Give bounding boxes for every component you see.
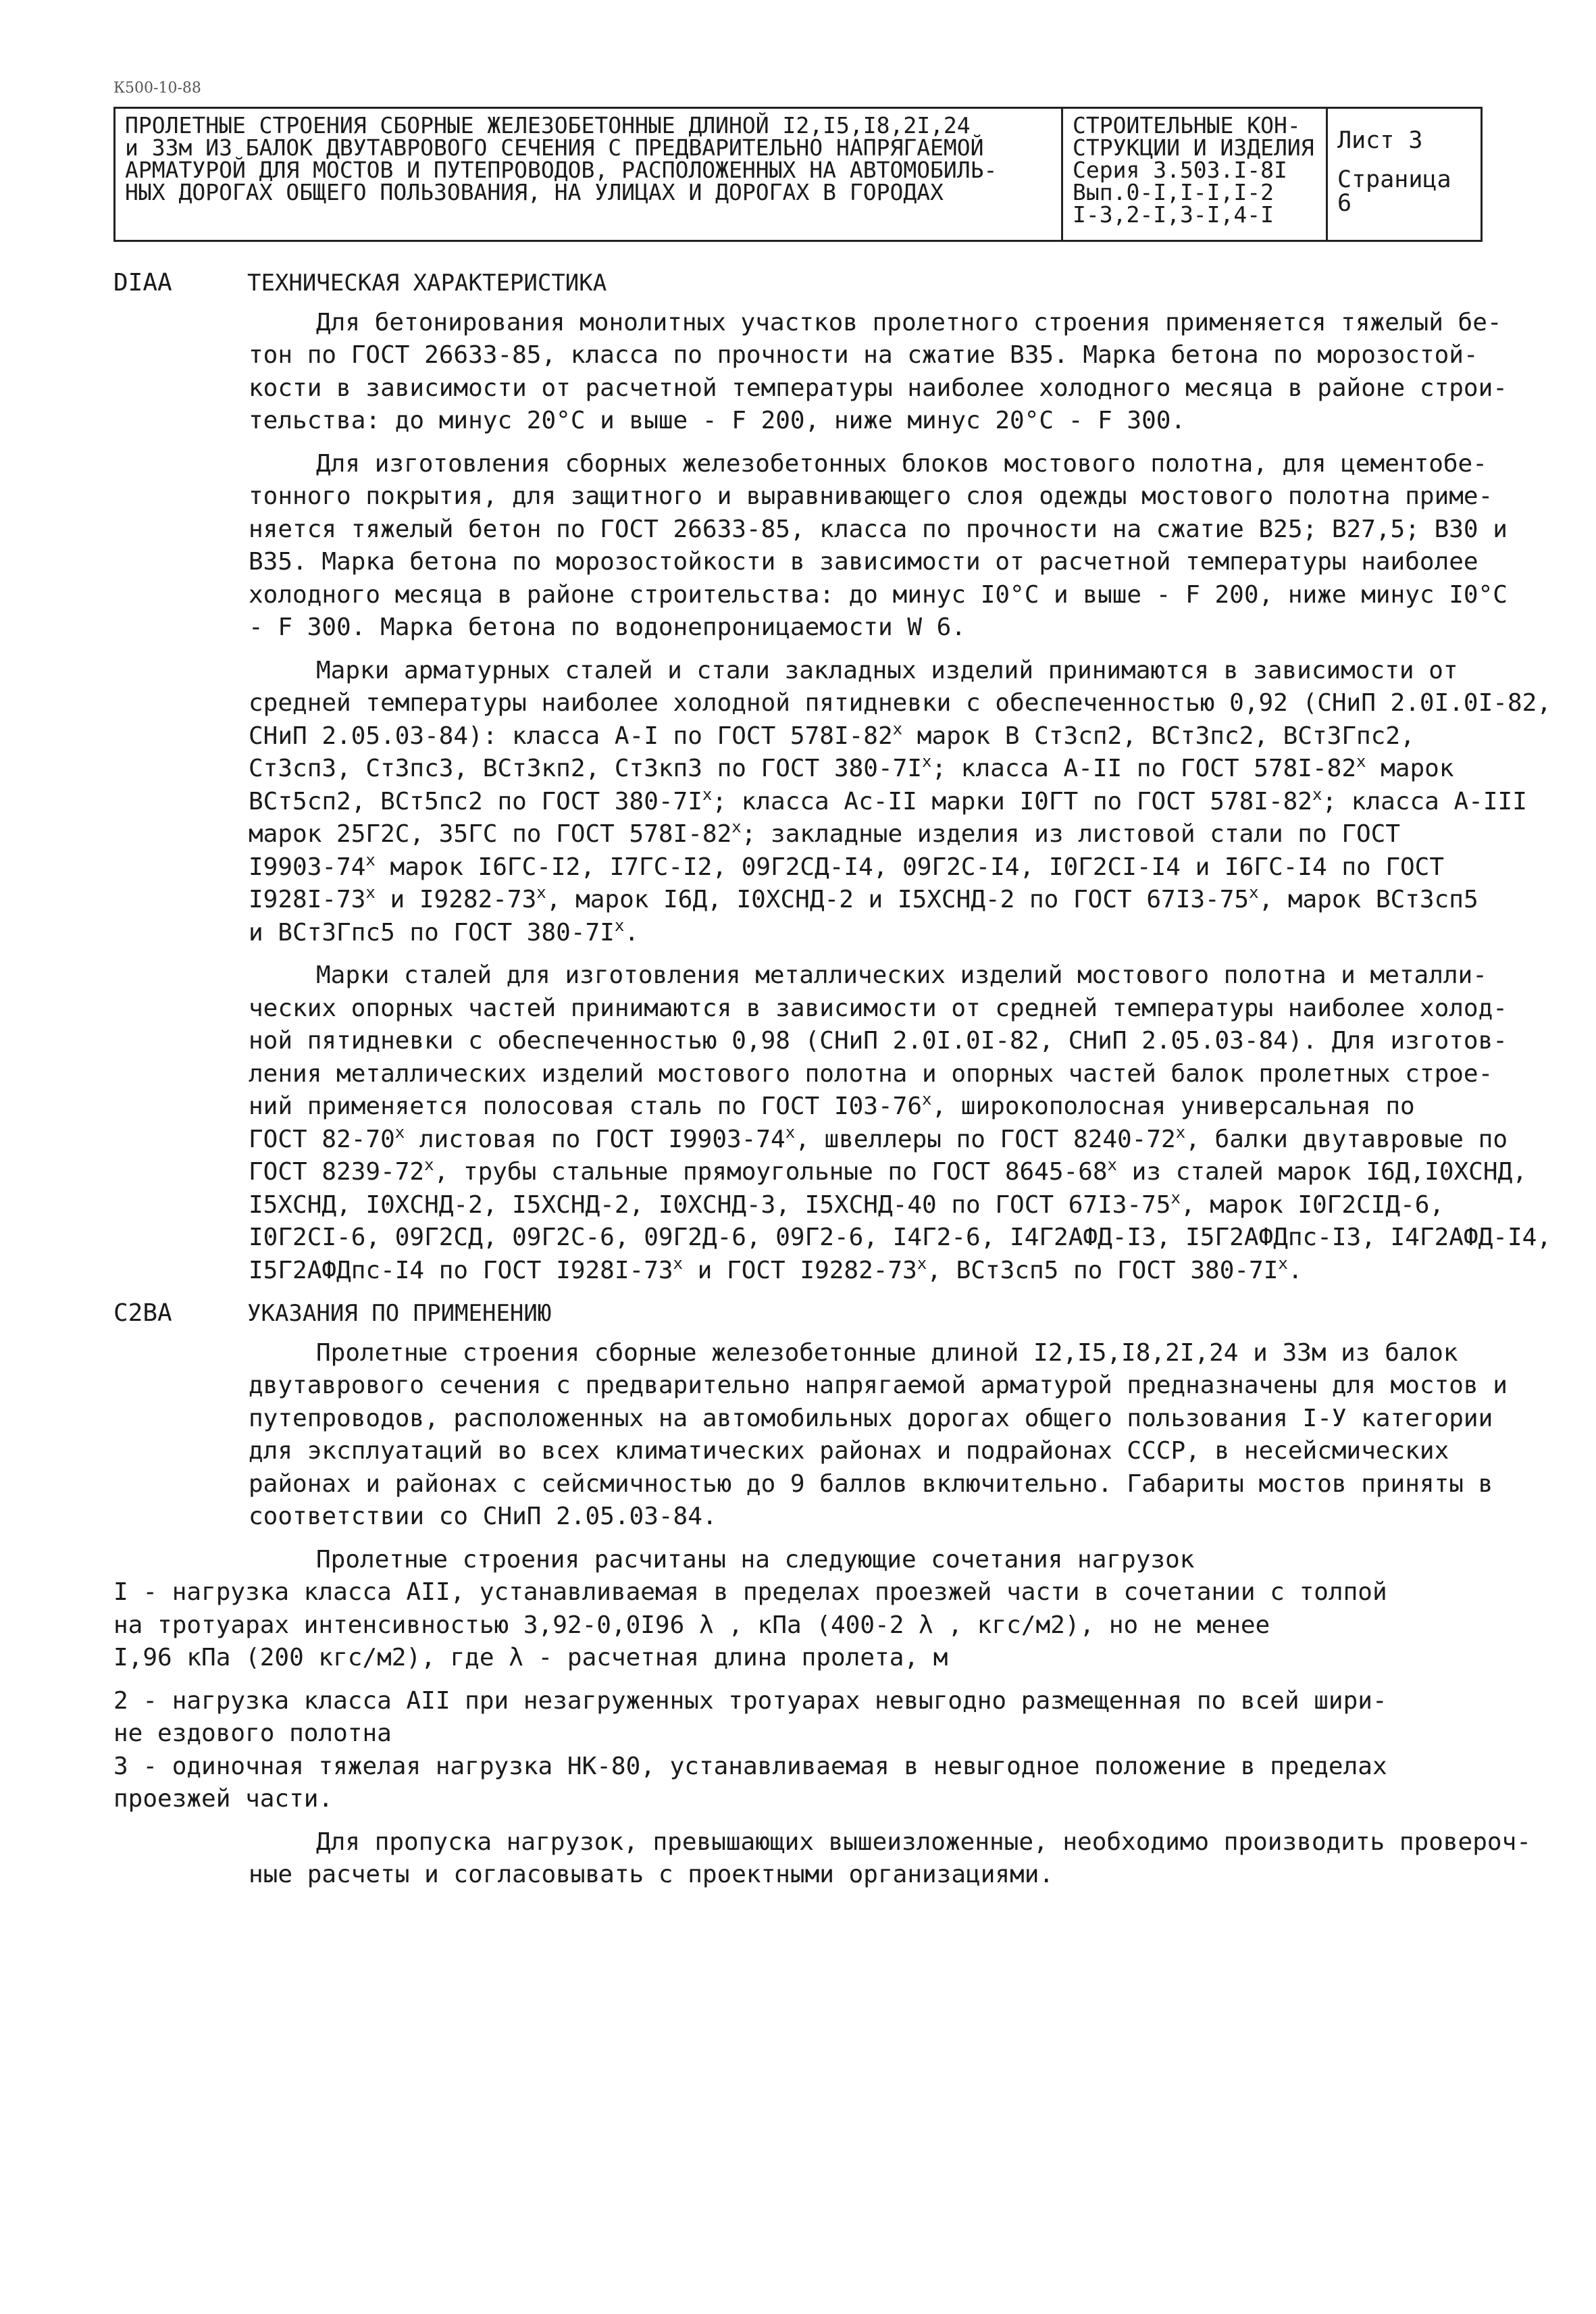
section-heading [113, 1297, 1485, 1330]
series-line: СТРУКЦИИ И ИЗДЕЛИЯ [1073, 134, 1314, 161]
series-line: Вып.0-I,I-I,I-2 [1073, 179, 1275, 205]
paragraph [113, 655, 1551, 950]
text-line: I9903-74$^x$ марок I6ГС-I2, I7ГС-I2, 09Г2СД-I4, 09Г2С-I4, I0Г2СI-I4 и I6ГС-I4 по ГОСТ [249, 850, 1445, 881]
text-line: холодного месяца в районе строительства: до минус I0°С и выше - F 200, ниже минус I0°С [249, 580, 1508, 609]
text-line: средней температуры наиболее холодной пятидневки с обеспеченностью 0,92 (СНиП 2.0I.0I-82, [249, 689, 1551, 717]
text-line: проезжей части. [113, 1785, 334, 1813]
section-code: DIAA [113, 269, 172, 297]
text-line: I,96 кПа (200 кгс/м2), где λ - расчетная длина пролета, м [113, 1644, 948, 1671]
text-line: путепроводов, расположенных на автомобильных дорогах общего пользования I-У категории [249, 1404, 1493, 1432]
text-line: I928I-73$^x$ и I9282-73$^x$, марок I6Д, I0ХСНД-2 и I5ХСНД-2 по ГОСТ 67I3-75$^x$, марок ВСт3сп5 [249, 883, 1478, 913]
page-number: Страница 6 [1337, 166, 1451, 218]
project-title [115, 109, 1061, 240]
text-line: и ВСт3Гпс5 по ГОСТ $380-7I^x$. [249, 915, 639, 947]
text-line: 3 - одиночная тяжелая нагрузка НК-80, устанавливаемая в невыгодное положение в пределах [113, 1752, 1387, 1780]
series-line: СТРОИТЕЛЬНЫЕ КОН- [1073, 112, 1301, 139]
text-line: ления металлических изделий мостового полотна и опорных частей балок пролетных строе- [249, 1059, 1493, 1088]
text-line: тельства: до минус 20°С и выше - F 200, ниже минус 20°С - F 300. [249, 407, 1186, 434]
section-heading [113, 267, 1485, 300]
text-line: I5Г2АФДпс-I4 по ГОСТ I928I-73$^x$ и ГОСТ I9282-73$^x$, ВСт3сп5 по ГОСТ $380-7I^x$. [249, 1253, 1303, 1284]
paragraph [113, 1826, 1531, 1892]
text-line: двутаврового сечения с предварительно напрягаемой арматурой предназначены для мостов и [249, 1372, 1508, 1399]
text-line: для эксплуатаций во всех климатических районах и подрайонах СССР, в несейсмических [249, 1437, 1449, 1465]
title-line: и 33м ИЗ БАЛОК ДВУТАВРОВОГО СЕЧЕНИЯ С ПРЕДВАРИТЕЛЬНО НАПРЯГАЕМОЙ [125, 134, 984, 161]
text-line: ной пятидневки с обеспеченностью 0,98 (СНиП 2.0I.0I-82, СНиП 2.05.03-84). Для изготов- [249, 1027, 1508, 1055]
paragraph [113, 959, 1551, 1287]
sheet-number: Лист 3 [1337, 126, 1423, 154]
series-info [1061, 109, 1326, 240]
text-line: - F 300. Марка бетона по водонепроницаемости W 6. [249, 613, 967, 641]
document-code: К500-10-88 [113, 80, 201, 97]
paragraph [113, 1337, 1508, 1534]
section-title: ТЕХНИЧЕСКАЯ ХАРАКТЕРИСТИКА [247, 270, 607, 297]
paragraph [113, 448, 1508, 645]
text-line: ГОСТ 8239-72$^x$, трубы стальные прямоугольные по ГОСТ 8645-68$^x$ из сталей марок I6Д,I0ХСНД, [249, 1155, 1527, 1186]
text-line: тонного покрытия, для защитного и выравнивающего слоя одежды мостового полотна приме- [249, 482, 1493, 510]
text-line: тон по ГОСТ 26633-85, класса по прочности на сжатие В35. Марка бетона по морозостой- [249, 341, 1478, 369]
text-line: районах и районах с сейсмичностью до 9 баллов включительно. Габариты мостов приняты в [249, 1469, 1493, 1498]
text-line: 2 - нагрузка класса АII при незагруженных тротуарах невыгодно размещенная по всей шири- [113, 1686, 1387, 1715]
text-line: Для пропуска нагрузок, превышающих вышеизложенные, необходимо производить провероч- [316, 1828, 1531, 1856]
text-line: ВСт5сп2, ВСт5пс2 по ГОСТ $380-7I^x$; класса Ас-II марки I0ГТ по ГОСТ 578I-82$^x$; класса А-III [249, 784, 1527, 815]
title-line: АРМАТУРОЙ ДЛЯ МОСТОВ И ПУТЕПРОВОДОВ, РАСПОЛОЖЕННЫХ НА АВТОМОБИЛЬ- [125, 157, 998, 183]
text-line: марок 25Г2С, 35ГС по ГОСТ 578I-82$^x$; закладные изделия из листовой стали по ГОСТ [249, 818, 1401, 848]
series-line: I-3,2-I,3-I,4-I [1073, 201, 1275, 228]
text-line: Пролетные строения сборные железобетонные длиной I2,I5,I8,2I,24 и 33м из балок [316, 1338, 1458, 1367]
text-line: соответствии со СНиП 2.05.03-84. [249, 1503, 717, 1530]
text-line: няется тяжелый бетон по ГОСТ 26633-85, класса по прочности на сжатие В25; В27,5; В30 и [249, 515, 1508, 543]
text-line: ГОСТ 82-70$^x$ листовая по ГОСТ I9903-74$^x$, швеллеры по ГОСТ 8240-72$^x$, балки двутавровые по [249, 1122, 1508, 1153]
title-line: НЫХ ДОРОГАХ ОБЩЕГО ПОЛЬЗОВАНИЯ, НА УЛИЦАХ И ДОРОГАХ В ГОРОДАХ [125, 179, 944, 205]
series-line: Серия 3.503.I-8I [1073, 157, 1287, 183]
text-line: на тротуарах интенсивностью 3,92-0,0I96 λ , кПа (400-2 λ , кгс/м2), но не менее [113, 1611, 1270, 1639]
text-line: Пролетные строения расчитаны на следующие сочетания нагрузок [316, 1545, 1195, 1574]
text-line: I0Г2СI-6, 09Г2СД, 09Г2С-6, 09Г2Д-6, 09Г2-6, I4Г2-6, I4Г2АФД-I3, I5Г2АФДпс-I3, I4Г2АФД-I4, [249, 1224, 1551, 1251]
title-line: ПРОЛЕТНЫЕ СТРОЕНИЯ СБОРНЫЕ ЖЕЛЕЗОБЕТОННЫЕ ДЛИНОЙ I2,I5,I8,2I,24 [125, 112, 971, 139]
text-line: Ст3сп3, Ст3пс3, ВСт3кп2, Ст3кп3 по ГОСТ $380-7I^x$; класса А-II по ГОСТ 578I-82$^x$ марок [249, 752, 1454, 782]
text-line: Марки арматурных сталей и стали закладных изделий принимаются в зависимости от [316, 656, 1458, 684]
text-line: не ездового полотна [113, 1719, 392, 1747]
text-line: I5ХСНД, I0ХСНД-2, I5ХСНД-2, I0ХСНД-3, I5ХСНД-40 по ГОСТ 67I3-75$^x$, марок I0Г2СIД-6, [249, 1188, 1445, 1219]
paragraph [113, 1544, 1485, 1675]
section-code: C2BA [113, 1299, 172, 1327]
text-line: кости в зависимости от расчетной температуры наиболее холодного месяца в районе строи- [249, 374, 1508, 402]
document-body [113, 260, 1551, 1902]
text-line: I - нагрузка класса АII, устанавливаемая в пределах проезжей части в сочетании с толпой [113, 1578, 1387, 1606]
text-line: В35. Марка бетона по морозостойкости в зависимости от расчетной температуры наиболее [249, 548, 1478, 576]
text-line: ний применяется полосовая сталь по ГОСТ I03-76$^x$, широкополосная универсальная по [249, 1090, 1415, 1120]
sheet-info [1326, 109, 1481, 240]
title-block [113, 107, 1483, 242]
section-title: УКАЗАНИЯ ПО ПРИМЕНЕНИЮ [247, 1300, 552, 1327]
text-line: Для бетонирования монолитных участков пролетного строения применяется тяжелый бе- [316, 308, 1502, 336]
text-line: СНиП 2.05.03-84): класса А-I по ГОСТ 578I-82$^x$ марок В Ст3сп2, ВСт3пс2, ВСт3Гпс2, [249, 719, 1415, 750]
text-line: Марки сталей для изготовления металлических изделий мостового полотна и металли- [316, 961, 1487, 989]
text-line: ные расчеты и согласовывать с проектными организациями. [249, 1861, 1054, 1888]
text-line: Для изготовления сборных железобетонных блоков мостового полотна, для цементобе- [316, 449, 1487, 478]
text-line: ческих опорных частей принимаются в зависимости от средней температуры наиболее холод- [249, 994, 1508, 1022]
paragraph [113, 1685, 1485, 1816]
paragraph [113, 307, 1508, 438]
